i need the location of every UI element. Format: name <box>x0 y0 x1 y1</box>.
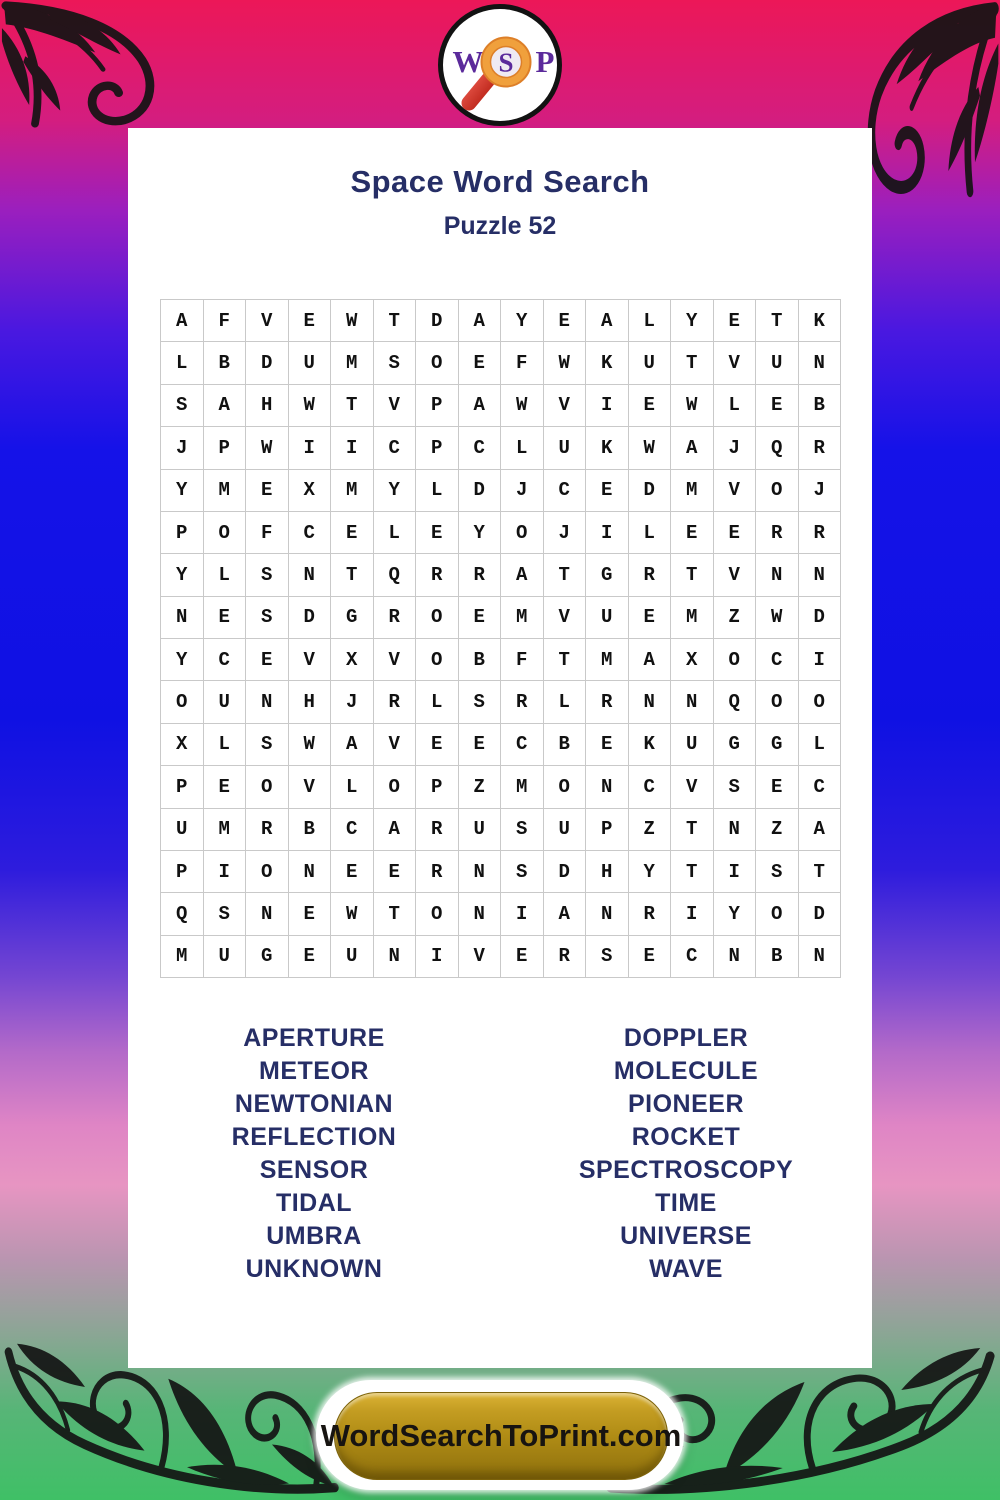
grid-cell: S <box>246 554 289 596</box>
grid-cell: I <box>799 639 842 681</box>
grid-cell: T <box>331 385 374 427</box>
grid-cell: P <box>586 809 629 851</box>
grid-cell: D <box>459 470 502 512</box>
grid-cell: Z <box>756 809 799 851</box>
grid-cell: T <box>671 851 714 893</box>
grid-cell: E <box>289 936 332 978</box>
grid-cell: F <box>501 639 544 681</box>
grid-cell: V <box>714 342 757 384</box>
word-list-item: PIONEER <box>627 1090 745 1118</box>
grid-cell: M <box>204 470 247 512</box>
grid-cell: E <box>756 385 799 427</box>
grid-cell: U <box>204 681 247 723</box>
grid-cell: U <box>459 809 502 851</box>
grid-cell: E <box>671 512 714 554</box>
grid-cell: E <box>714 300 757 342</box>
grid-cell: P <box>416 766 459 808</box>
grid-cell: Y <box>161 470 204 512</box>
grid-cell: A <box>544 893 587 935</box>
grid-cell: O <box>756 470 799 512</box>
grid-cell: V <box>714 554 757 596</box>
website-link-button[interactable]: WordSearchToPrint.com <box>334 1392 668 1480</box>
word-list-item: UMBRA <box>266 1222 362 1250</box>
grid-cell: S <box>161 385 204 427</box>
grid-cell: L <box>544 681 587 723</box>
word-list-item: SENSOR <box>259 1156 369 1184</box>
grid-cell: N <box>586 893 629 935</box>
word-list-item: DOPPLER <box>623 1024 749 1052</box>
grid-cell: I <box>586 512 629 554</box>
grid-cell: A <box>629 639 672 681</box>
word-list-item: TIME <box>655 1189 717 1217</box>
grid-cell: R <box>246 809 289 851</box>
grid-cell: R <box>459 554 502 596</box>
grid-cell: U <box>544 427 587 469</box>
grid-cell: N <box>714 936 757 978</box>
grid-cell: Y <box>374 470 417 512</box>
grid-cell: E <box>289 893 332 935</box>
grid-cell: Z <box>459 766 502 808</box>
grid-cell: G <box>756 724 799 766</box>
grid-cell: I <box>501 893 544 935</box>
grid-cell: Y <box>714 893 757 935</box>
grid-cell: K <box>799 300 842 342</box>
grid-cell: N <box>459 893 502 935</box>
grid-cell: V <box>671 766 714 808</box>
word-list-item: MOLECULE <box>613 1057 759 1085</box>
grid-cell: C <box>204 639 247 681</box>
grid-cell: N <box>799 554 842 596</box>
grid-cell: T <box>374 300 417 342</box>
word-list-item: NEWTONIAN <box>234 1090 394 1118</box>
grid-cell: N <box>161 597 204 639</box>
grid-cell: T <box>756 300 799 342</box>
grid-cell: L <box>161 342 204 384</box>
grid-cell: W <box>289 724 332 766</box>
grid-cell: D <box>246 342 289 384</box>
grid-cell: T <box>671 342 714 384</box>
grid-cell: O <box>501 512 544 554</box>
grid-cell: E <box>714 512 757 554</box>
grid-cell: R <box>629 554 672 596</box>
grid-cell: L <box>204 724 247 766</box>
word-list-item: REFLECTION <box>231 1123 397 1151</box>
logo-letter-w: W <box>452 44 484 79</box>
grid-cell: M <box>161 936 204 978</box>
grid-cell: E <box>331 851 374 893</box>
word-list-item: SPECTROSCOPY <box>578 1156 794 1184</box>
grid-cell: I <box>714 851 757 893</box>
grid-cell: F <box>204 300 247 342</box>
grid-cell: O <box>544 766 587 808</box>
grid-cell: O <box>416 342 459 384</box>
grid-cell: R <box>374 681 417 723</box>
word-search-grid <box>160 299 841 978</box>
grid-cell: G <box>331 597 374 639</box>
grid-cell: G <box>246 936 289 978</box>
grid-cell: N <box>246 893 289 935</box>
grid-cell: V <box>544 385 587 427</box>
grid-cell: Y <box>459 512 502 554</box>
grid-cell: L <box>374 512 417 554</box>
grid-cell: U <box>289 342 332 384</box>
grid-cell: C <box>331 809 374 851</box>
grid-cell: O <box>204 512 247 554</box>
grid-cell: B <box>756 936 799 978</box>
grid-cell: J <box>331 681 374 723</box>
grid-cell: E <box>459 597 502 639</box>
grid-cell: Y <box>161 554 204 596</box>
grid-cell: H <box>586 851 629 893</box>
word-list-item: TIDAL <box>275 1189 353 1217</box>
grid-cell: E <box>289 300 332 342</box>
grid-cell: O <box>161 681 204 723</box>
grid-cell: S <box>501 809 544 851</box>
grid-cell: B <box>459 639 502 681</box>
grid-cell: A <box>501 554 544 596</box>
grid-cell: M <box>331 470 374 512</box>
grid-cell: J <box>714 427 757 469</box>
grid-cell: M <box>501 766 544 808</box>
grid-cell: D <box>799 893 842 935</box>
grid-cell: N <box>799 342 842 384</box>
grid-cell: E <box>629 385 672 427</box>
grid-cell: V <box>374 724 417 766</box>
grid-cell: S <box>374 342 417 384</box>
footer-button-halo <box>316 1380 684 1490</box>
word-list-left-column <box>128 1022 500 1286</box>
grid-cell: K <box>586 342 629 384</box>
grid-cell: C <box>756 639 799 681</box>
grid-cell: M <box>204 809 247 851</box>
grid-cell: O <box>374 766 417 808</box>
grid-cell: A <box>374 809 417 851</box>
grid-cell: E <box>204 766 247 808</box>
grid-cell: D <box>289 597 332 639</box>
grid-cell: E <box>459 724 502 766</box>
grid-cell: S <box>501 851 544 893</box>
grid-cell: V <box>289 766 332 808</box>
grid-cell: V <box>714 470 757 512</box>
grid-cell: B <box>204 342 247 384</box>
grid-cell: G <box>586 554 629 596</box>
grid-cell: O <box>416 597 459 639</box>
grid-cell: D <box>416 300 459 342</box>
word-list-item: APERTURE <box>243 1024 385 1052</box>
grid-cell: S <box>246 597 289 639</box>
grid-cell: U <box>204 936 247 978</box>
grid-cell: O <box>756 893 799 935</box>
grid-cell: R <box>416 554 459 596</box>
logo-letter-p: P <box>535 44 555 79</box>
grid-cell: A <box>161 300 204 342</box>
grid-cell: U <box>671 724 714 766</box>
grid-cell: L <box>799 724 842 766</box>
grid-cell: R <box>586 681 629 723</box>
grid-cell: A <box>459 385 502 427</box>
grid-cell: Q <box>714 681 757 723</box>
grid-cell: N <box>799 936 842 978</box>
grid-cell: R <box>756 512 799 554</box>
grid-cell: C <box>799 766 842 808</box>
word-list-item: UNIVERSE <box>620 1222 752 1250</box>
grid-cell: T <box>331 554 374 596</box>
grid-cell: P <box>416 385 459 427</box>
grid-cell: C <box>289 512 332 554</box>
site-logo <box>438 4 562 126</box>
grid-cell: Z <box>714 597 757 639</box>
grid-cell: E <box>629 936 672 978</box>
grid-cell: U <box>331 936 374 978</box>
grid-cell: R <box>501 681 544 723</box>
grid-cell: L <box>416 470 459 512</box>
grid-cell: N <box>629 681 672 723</box>
grid-cell: J <box>161 427 204 469</box>
grid-cell: E <box>416 512 459 554</box>
grid-cell: W <box>544 342 587 384</box>
grid-cell: N <box>671 681 714 723</box>
grid-cell: D <box>799 597 842 639</box>
grid-cell: I <box>204 851 247 893</box>
grid-cell: R <box>799 512 842 554</box>
grid-cell: O <box>714 639 757 681</box>
grid-cell: O <box>416 893 459 935</box>
grid-cell: B <box>544 724 587 766</box>
logo-letter-s: S <box>498 47 514 78</box>
grid-cell: Q <box>756 427 799 469</box>
grid-cell: D <box>544 851 587 893</box>
grid-cell: U <box>544 809 587 851</box>
grid-cell: I <box>289 427 332 469</box>
grid-cell: C <box>629 766 672 808</box>
grid-cell: Y <box>501 300 544 342</box>
grid-cell: E <box>501 936 544 978</box>
grid-cell: M <box>331 342 374 384</box>
grid-cell: V <box>374 639 417 681</box>
grid-cell: G <box>714 724 757 766</box>
grid-cell: I <box>416 936 459 978</box>
grid-cell: E <box>544 300 587 342</box>
grid-cell: W <box>629 427 672 469</box>
grid-cell: D <box>629 470 672 512</box>
grid-cell: N <box>756 554 799 596</box>
grid-cell: E <box>756 766 799 808</box>
grid-cell: B <box>289 809 332 851</box>
puzzle-card <box>128 128 872 1368</box>
grid-cell: K <box>629 724 672 766</box>
grid-cell: I <box>331 427 374 469</box>
grid-cell: V <box>459 936 502 978</box>
grid-cell: E <box>204 597 247 639</box>
grid-cell: Y <box>161 639 204 681</box>
grid-cell: P <box>204 427 247 469</box>
grid-cell: N <box>289 851 332 893</box>
grid-cell: C <box>501 724 544 766</box>
grid-cell: Q <box>161 893 204 935</box>
grid-cell: S <box>586 936 629 978</box>
grid-cell: V <box>246 300 289 342</box>
grid-cell: A <box>459 300 502 342</box>
grid-cell: W <box>671 385 714 427</box>
grid-cell: M <box>671 597 714 639</box>
grid-cell: O <box>756 681 799 723</box>
grid-cell: M <box>586 639 629 681</box>
grid-cell: H <box>246 385 289 427</box>
grid-cell: E <box>416 724 459 766</box>
grid-cell: V <box>374 385 417 427</box>
grid-cell: W <box>246 427 289 469</box>
grid-cell: N <box>459 851 502 893</box>
grid-cell: H <box>289 681 332 723</box>
grid-cell: U <box>161 809 204 851</box>
grid-cell: S <box>714 766 757 808</box>
grid-cell: C <box>544 470 587 512</box>
grid-cell: R <box>416 809 459 851</box>
grid-cell: L <box>416 681 459 723</box>
grid-cell: J <box>501 470 544 512</box>
grid-cell: A <box>671 427 714 469</box>
grid-cell: T <box>671 554 714 596</box>
grid-cell: W <box>331 300 374 342</box>
grid-cell: Y <box>671 300 714 342</box>
grid-cell: K <box>586 427 629 469</box>
word-list-item: ROCKET <box>631 1123 741 1151</box>
grid-cell: P <box>416 427 459 469</box>
ornament-top-right <box>850 0 1000 232</box>
grid-cell: A <box>586 300 629 342</box>
word-list-item: UNKNOWN <box>245 1255 383 1283</box>
grid-cell: T <box>799 851 842 893</box>
grid-cell: L <box>204 554 247 596</box>
word-list <box>128 1022 872 1286</box>
grid-cell: L <box>629 300 672 342</box>
grid-cell: N <box>246 681 289 723</box>
grid-cell: E <box>629 597 672 639</box>
grid-cell: A <box>204 385 247 427</box>
grid-cell: M <box>501 597 544 639</box>
grid-cell: O <box>246 766 289 808</box>
grid-cell: Q <box>374 554 417 596</box>
grid-cell: X <box>671 639 714 681</box>
grid-cell: U <box>629 342 672 384</box>
puzzle-number: Puzzle 52 <box>443 212 557 240</box>
word-list-item: METEOR <box>259 1057 369 1085</box>
grid-cell: E <box>459 342 502 384</box>
grid-cell: R <box>544 936 587 978</box>
grid-cell: C <box>459 427 502 469</box>
grid-cell: W <box>331 893 374 935</box>
grid-cell: R <box>799 427 842 469</box>
grid-cell: C <box>374 427 417 469</box>
grid-cell: W <box>756 597 799 639</box>
grid-cell: L <box>501 427 544 469</box>
grid-cell: N <box>586 766 629 808</box>
grid-cell: Y <box>629 851 672 893</box>
grid-cell: N <box>374 936 417 978</box>
grid-cell: X <box>331 639 374 681</box>
grid-cell: P <box>161 766 204 808</box>
grid-cell: W <box>501 385 544 427</box>
grid-cell: U <box>756 342 799 384</box>
grid-cell: J <box>544 512 587 554</box>
page-title: Space Word Search <box>350 164 650 199</box>
grid-cell: F <box>246 512 289 554</box>
grid-cell: B <box>799 385 842 427</box>
grid-cell: L <box>331 766 374 808</box>
grid-cell: E <box>246 639 289 681</box>
grid-cell: A <box>331 724 374 766</box>
grid-cell: E <box>246 470 289 512</box>
grid-cell: E <box>374 851 417 893</box>
grid-cell: S <box>204 893 247 935</box>
word-list-item: WAVE <box>649 1255 723 1283</box>
grid-cell: A <box>799 809 842 851</box>
grid-cell: P <box>161 512 204 554</box>
grid-cell: P <box>161 851 204 893</box>
grid-cell: O <box>416 639 459 681</box>
grid-cell: S <box>246 724 289 766</box>
grid-cell: R <box>374 597 417 639</box>
grid-cell: C <box>671 936 714 978</box>
grid-cell: E <box>586 724 629 766</box>
grid-cell: Z <box>629 809 672 851</box>
grid-cell: T <box>544 639 587 681</box>
grid-cell: L <box>714 385 757 427</box>
grid-cell: M <box>671 470 714 512</box>
grid-cell: U <box>586 597 629 639</box>
grid-cell: O <box>246 851 289 893</box>
grid-cell: T <box>374 893 417 935</box>
grid-cell: S <box>459 681 502 723</box>
grid-cell: X <box>289 470 332 512</box>
grid-cell: V <box>544 597 587 639</box>
grid-cell: T <box>544 554 587 596</box>
grid-cell: O <box>799 681 842 723</box>
grid-cell: R <box>629 893 672 935</box>
grid-cell: N <box>289 554 332 596</box>
grid-cell: I <box>671 893 714 935</box>
grid-cell: R <box>416 851 459 893</box>
grid-cell: E <box>331 512 374 554</box>
grid-cell: W <box>289 385 332 427</box>
grid-cell: J <box>799 470 842 512</box>
grid-cell: N <box>714 809 757 851</box>
grid-cell: X <box>161 724 204 766</box>
grid-cell: V <box>289 639 332 681</box>
word-list-right-column <box>500 1022 872 1286</box>
grid-cell: T <box>671 809 714 851</box>
grid-cell: I <box>586 385 629 427</box>
grid-cell: F <box>501 342 544 384</box>
grid-cell: L <box>629 512 672 554</box>
grid-cell: E <box>586 470 629 512</box>
grid-cell: S <box>756 851 799 893</box>
